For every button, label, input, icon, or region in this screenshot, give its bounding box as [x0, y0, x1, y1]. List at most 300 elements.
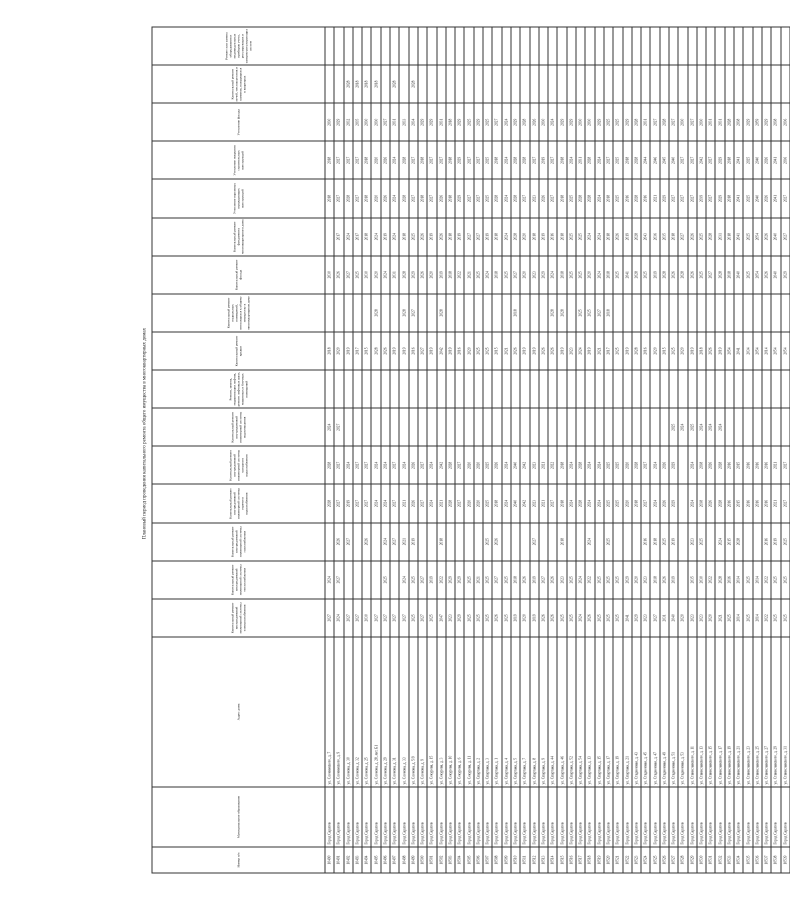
- row-number: 10528: [678, 847, 687, 873]
- table-row: [344, 27, 353, 873]
- year-cell: [474, 370, 483, 408]
- year-cell: 2018: [325, 332, 334, 370]
- year-cell: 2018: [446, 180, 455, 218]
- year-cell: 2029: [669, 485, 678, 523]
- year-cell: [623, 65, 632, 103]
- year-cell: 2023: [567, 332, 576, 370]
- year-cell: [353, 408, 362, 446]
- year-cell: [678, 27, 687, 65]
- year-cell: 2014: [753, 561, 762, 599]
- year-cell: 2024: [371, 446, 380, 484]
- year-cell: 2014: [734, 599, 743, 637]
- year-cell: 2028: [576, 446, 585, 484]
- year-cell: 2028: [409, 65, 418, 103]
- year-cell: [418, 370, 427, 408]
- year-cell: [613, 27, 622, 65]
- year-cell: [613, 523, 622, 561]
- year-cell: 2038: [734, 103, 743, 141]
- year-cell: 2018: [669, 218, 678, 256]
- year-cell: [362, 27, 371, 65]
- year-cell: [399, 65, 408, 103]
- year-cell: 2018: [623, 141, 632, 179]
- year-cell: [353, 523, 362, 561]
- year-cell: 2027: [474, 218, 483, 256]
- year-cell: [669, 294, 678, 332]
- municipality-cell: Город Саратов: [492, 787, 501, 847]
- address-cell: ул. Спартака, д. 7: [520, 637, 529, 787]
- year-cell: 2018: [725, 218, 734, 256]
- address-cell: ул. Станиславского, д. 19: [725, 637, 734, 787]
- year-cell: 2024: [715, 523, 724, 561]
- year-cell: 2040: [771, 256, 780, 294]
- table-row: [464, 27, 473, 873]
- year-cell: 2027: [706, 180, 715, 218]
- year-cell: 2031: [390, 103, 399, 141]
- year-cell: [353, 294, 362, 332]
- year-cell: 2025: [697, 218, 706, 256]
- year-cell: 2018: [511, 294, 520, 332]
- year-cell: 2027: [530, 141, 539, 179]
- year-cell: 2025: [567, 599, 576, 637]
- year-cell: 2029: [623, 103, 632, 141]
- year-cell: 2028: [399, 180, 408, 218]
- year-cell: 2026: [334, 523, 343, 561]
- year-cell: [557, 27, 566, 65]
- year-cell: 2018: [362, 218, 371, 256]
- year-cell: [743, 65, 752, 103]
- year-cell: 2035: [660, 218, 669, 256]
- year-cell: 2020: [585, 256, 594, 294]
- year-cell: 2018: [399, 218, 408, 256]
- year-cell: 2025: [557, 599, 566, 637]
- row-number: 10491: [334, 847, 343, 873]
- year-cell: 2027: [334, 485, 343, 523]
- row-number: 10502: [437, 847, 446, 873]
- row-number: 10508: [492, 847, 501, 873]
- year-cell: 2031: [390, 256, 399, 294]
- year-cell: 2019: [669, 523, 678, 561]
- year-cell: 2018: [697, 332, 706, 370]
- year-cell: 2028: [632, 446, 641, 484]
- year-cell: 2024: [715, 408, 724, 446]
- year-cell: 2024: [678, 408, 687, 446]
- year-cell: 2026: [437, 218, 446, 256]
- year-cell: 2027: [650, 103, 659, 141]
- municipality-cell: Город Саратов: [734, 787, 743, 847]
- table-row: [530, 27, 539, 873]
- year-cell: 2016: [762, 446, 771, 484]
- year-cell: 2019: [483, 218, 492, 256]
- year-cell: [734, 370, 743, 408]
- year-cell: [706, 65, 715, 103]
- year-cell: [715, 65, 724, 103]
- year-cell: 2025: [502, 256, 511, 294]
- address-cell: ул. Станиславского, д. 31: [781, 637, 790, 787]
- year-cell: 2030: [697, 561, 706, 599]
- year-cell: [502, 523, 511, 561]
- year-cell: 2016: [548, 218, 557, 256]
- row-number: 10511: [520, 847, 529, 873]
- year-cell: 2027: [474, 141, 483, 179]
- year-cell: 2018: [371, 65, 380, 103]
- year-cell: 2024: [650, 446, 659, 484]
- year-cell: 2027: [390, 485, 399, 523]
- year-cell: [585, 65, 594, 103]
- year-cell: 2040: [511, 485, 520, 523]
- year-cell: 2024: [381, 485, 390, 523]
- year-cell: 2028: [715, 446, 724, 484]
- year-cell: [688, 65, 697, 103]
- year-cell: 2025: [585, 294, 594, 332]
- row-number: 10512: [530, 847, 539, 873]
- year-cell: 2025: [483, 180, 492, 218]
- year-cell: 2025: [743, 180, 752, 218]
- address-cell: ул. Спартака, д. 44: [548, 637, 557, 787]
- address-cell: ул. Станиславского, д. 13: [697, 637, 706, 787]
- table-header-row: [152, 27, 325, 873]
- year-cell: 2028: [371, 332, 380, 370]
- year-cell: 2025: [567, 256, 576, 294]
- row-number: 10536: [753, 847, 762, 873]
- year-cell: 2024: [576, 561, 585, 599]
- year-cell: 2016: [641, 180, 650, 218]
- year-cell: [623, 294, 632, 332]
- year-cell: [595, 370, 604, 408]
- year-cell: [660, 408, 669, 446]
- year-cell: 2038: [697, 446, 706, 484]
- year-cell: 2027: [427, 141, 436, 179]
- year-cell: 2027: [334, 408, 343, 446]
- year-cell: 2019: [530, 599, 539, 637]
- year-cell: [344, 561, 353, 599]
- year-cell: 2026: [409, 485, 418, 523]
- year-cell: 2028: [511, 218, 520, 256]
- year-cell: 2020: [520, 218, 529, 256]
- year-cell: 2023: [446, 599, 455, 637]
- year-cell: 2023: [530, 180, 539, 218]
- year-cell: 2025: [483, 141, 492, 179]
- column-header: Адрес дома: [152, 637, 325, 787]
- column-header: Капитальный ремонт внутридомовой инженерной системы холодного водоснабжения: [152, 446, 325, 484]
- address-cell: ул. Спартака, д. 17: [604, 637, 613, 787]
- year-cell: 2054: [725, 332, 734, 370]
- year-cell: 2027: [353, 446, 362, 484]
- year-cell: [390, 27, 399, 65]
- table-body: [325, 27, 790, 873]
- year-cell: 2020: [464, 332, 473, 370]
- year-cell: [539, 408, 548, 446]
- year-cell: 2027: [688, 180, 697, 218]
- municipality-cell: Город Саратов: [371, 787, 380, 847]
- year-cell: 2041: [623, 599, 632, 637]
- year-cell: 2029: [623, 561, 632, 599]
- row-number: 10504: [455, 847, 464, 873]
- year-cell: 2024: [576, 332, 585, 370]
- address-cell: ул. Стадионная, д. 45: [641, 637, 650, 787]
- row-number: 10500: [418, 847, 427, 873]
- year-cell: 2028: [678, 256, 687, 294]
- year-cell: 2016: [641, 523, 650, 561]
- address-cell: ул. Спартака, д. 13: [585, 637, 594, 787]
- year-cell: 2018: [604, 180, 613, 218]
- year-cell: 2025: [771, 599, 780, 637]
- year-cell: 2024: [371, 218, 380, 256]
- row-number: 10517: [576, 847, 585, 873]
- year-cell: 2015: [734, 446, 743, 484]
- year-cell: 2025: [743, 561, 752, 599]
- year-cell: 2027: [641, 485, 650, 523]
- year-cell: 2025: [502, 599, 511, 637]
- year-cell: 2021: [464, 256, 473, 294]
- table-row: [353, 27, 362, 873]
- row-number: 10499: [409, 847, 418, 873]
- address-cell: ул. Слонова, д. 28, лит. Б1: [371, 637, 380, 787]
- year-cell: 2029: [455, 561, 464, 599]
- year-cell: [325, 523, 334, 561]
- year-cell: 2029: [511, 103, 520, 141]
- year-cell: 2016: [753, 485, 762, 523]
- year-cell: 2025: [688, 408, 697, 446]
- year-cell: 2028: [520, 141, 529, 179]
- year-cell: 2029: [557, 103, 566, 141]
- year-cell: [567, 370, 576, 408]
- year-cell: [446, 408, 455, 446]
- year-cell: 2046: [650, 141, 659, 179]
- year-cell: [650, 27, 659, 65]
- year-cell: 2026: [520, 561, 529, 599]
- year-cell: 2044: [641, 141, 650, 179]
- year-cell: 2027: [678, 218, 687, 256]
- year-cell: 2026: [437, 180, 446, 218]
- year-cell: 2031: [660, 599, 669, 637]
- year-cell: 2018: [632, 485, 641, 523]
- column-header: Ремонт или замена оборудования и индивидуальных приборов учета, регулирующих и запорно-регулирующих систем: [152, 27, 325, 65]
- column-header: Капитальный ремонт фасада: [152, 256, 325, 294]
- year-cell: [771, 408, 780, 446]
- table-row: [325, 27, 334, 873]
- document-title: Плановый период проведения капитального ремонта общего имущества в многоквартирных домах: [142, 327, 148, 540]
- year-cell: 2018: [492, 218, 501, 256]
- year-cell: 2027: [344, 599, 353, 637]
- year-cell: [725, 294, 734, 332]
- year-cell: 2028: [325, 446, 334, 484]
- year-cell: 2025: [743, 599, 752, 637]
- year-cell: 2017: [353, 332, 362, 370]
- year-cell: 2031: [576, 141, 585, 179]
- year-cell: [771, 370, 780, 408]
- year-cell: 2027: [390, 523, 399, 561]
- year-cell: 2039: [697, 180, 706, 218]
- year-cell: 2025: [743, 256, 752, 294]
- year-cell: 2027: [688, 103, 697, 141]
- year-cell: 2020: [474, 485, 483, 523]
- municipality-cell: Город Саратов: [762, 787, 771, 847]
- year-cell: 2030: [539, 103, 548, 141]
- year-cell: 2027: [418, 485, 427, 523]
- year-cell: 2015: [734, 485, 743, 523]
- row-number: 10530: [697, 847, 706, 873]
- year-cell: 2025: [464, 561, 473, 599]
- year-cell: 2018: [362, 141, 371, 179]
- year-cell: 2018: [557, 141, 566, 179]
- year-cell: 2025: [464, 103, 473, 141]
- year-cell: 2028: [632, 103, 641, 141]
- year-cell: 2024: [334, 599, 343, 637]
- year-cell: [557, 370, 566, 408]
- year-cell: 2029: [334, 103, 343, 141]
- year-cell: 2025: [409, 599, 418, 637]
- year-cell: 2016: [753, 446, 762, 484]
- year-cell: 2019: [455, 218, 464, 256]
- row-number: 10531: [706, 847, 715, 873]
- year-cell: 2027: [539, 561, 548, 599]
- year-cell: 2017: [604, 332, 613, 370]
- year-cell: 2036: [781, 103, 790, 141]
- year-cell: [743, 370, 752, 408]
- year-cell: 2021: [650, 180, 659, 218]
- table-row: [715, 27, 724, 873]
- year-cell: [334, 294, 343, 332]
- year-cell: [539, 523, 548, 561]
- year-cell: [520, 65, 529, 103]
- year-cell: 2018: [492, 256, 501, 294]
- year-cell: 2041: [734, 218, 743, 256]
- year-cell: 2019: [511, 599, 520, 637]
- year-cell: 2024: [706, 408, 715, 446]
- address-cell: ул. Спартака, д. 19: [613, 637, 622, 787]
- year-cell: 2028: [399, 256, 408, 294]
- year-cell: 2024: [502, 180, 511, 218]
- row-number: 10533: [725, 847, 734, 873]
- year-cell: 2016: [762, 523, 771, 561]
- row-number: 10496: [381, 847, 390, 873]
- year-cell: 2022: [706, 561, 715, 599]
- column-header: Капитальный ремонт внутридомовой инженерной системы теплоснабжения: [152, 561, 325, 599]
- year-cell: 2029: [743, 103, 752, 141]
- row-number: 10503: [446, 847, 455, 873]
- row-number: 10494: [362, 847, 371, 873]
- year-cell: 2016: [409, 332, 418, 370]
- municipality-cell: Город Саратов: [418, 787, 427, 847]
- row-number: 10507: [483, 847, 492, 873]
- year-cell: 2023: [557, 561, 566, 599]
- year-cell: 2026: [762, 256, 771, 294]
- year-cell: 2017: [334, 218, 343, 256]
- year-cell: 2018: [557, 446, 566, 484]
- year-cell: 2024: [595, 218, 604, 256]
- schedule-table: [152, 27, 790, 874]
- row-number: 10534: [734, 847, 743, 873]
- year-cell: 2014: [734, 561, 743, 599]
- year-cell: [743, 294, 752, 332]
- year-cell: [613, 408, 622, 446]
- year-cell: 2024: [585, 218, 594, 256]
- address-cell: ул. Сокурова, д. 11: [464, 637, 473, 787]
- row-number: 10525: [650, 847, 659, 873]
- year-cell: 2025: [483, 332, 492, 370]
- year-cell: 2059: [753, 103, 762, 141]
- year-cell: 2019: [771, 523, 780, 561]
- table-row: [492, 27, 501, 873]
- address-cell: ул. Спартака, д. 4: [502, 637, 511, 787]
- year-cell: 2025: [576, 294, 585, 332]
- year-cell: [743, 523, 752, 561]
- year-cell: 2027: [390, 599, 399, 637]
- year-cell: 2027: [427, 180, 436, 218]
- address-cell: ул. Спартака, д. 9: [539, 637, 548, 787]
- year-cell: 2024: [325, 561, 334, 599]
- year-cell: 2028: [371, 294, 380, 332]
- municipality-cell: Город Саратов: [743, 787, 752, 847]
- year-cell: 2022: [455, 256, 464, 294]
- table-row: [409, 27, 418, 873]
- year-cell: [557, 65, 566, 103]
- year-cell: [725, 65, 734, 103]
- year-cell: 2029: [632, 599, 641, 637]
- year-cell: 2019: [530, 332, 539, 370]
- year-cell: [427, 27, 436, 65]
- year-cell: 2019: [530, 561, 539, 599]
- year-cell: 2027: [381, 599, 390, 637]
- year-cell: 2029: [455, 180, 464, 218]
- year-cell: [604, 408, 613, 446]
- year-cell: 2025: [613, 446, 622, 484]
- year-cell: 2026: [539, 180, 548, 218]
- year-cell: [660, 27, 669, 65]
- municipality-cell: Город Саратов: [399, 787, 408, 847]
- year-cell: 2027: [353, 141, 362, 179]
- year-cell: [390, 561, 399, 599]
- year-cell: 2026: [762, 141, 771, 179]
- year-cell: 2025: [669, 332, 678, 370]
- year-cell: [492, 65, 501, 103]
- municipality-cell: Город Саратов: [437, 787, 446, 847]
- year-cell: [604, 370, 613, 408]
- year-cell: 2023: [688, 523, 697, 561]
- year-cell: [781, 65, 790, 103]
- municipality-cell: Город Саратов: [623, 787, 632, 847]
- year-cell: [753, 65, 762, 103]
- municipality-cell: Город Саратов: [595, 787, 604, 847]
- year-cell: 2029: [660, 180, 669, 218]
- row-number: 10505: [464, 847, 473, 873]
- year-cell: 2027: [548, 180, 557, 218]
- year-cell: [474, 65, 483, 103]
- year-cell: 2019: [427, 561, 436, 599]
- year-cell: [446, 65, 455, 103]
- municipality-cell: Город Саратов: [715, 787, 724, 847]
- year-cell: 2027: [455, 485, 464, 523]
- table-row: [613, 27, 622, 873]
- year-cell: 2054: [753, 256, 762, 294]
- year-cell: 2018: [446, 141, 455, 179]
- municipality-cell: Город Саратов: [567, 787, 576, 847]
- address-cell: ул. Сокурова, д. 10: [446, 637, 455, 787]
- year-cell: 2017: [353, 218, 362, 256]
- column-header: Капитальный ремонт печей, теплоагрегатов и каминов, находящихся в квартирах: [152, 65, 325, 103]
- municipality-cell: Город Саратов: [502, 787, 511, 847]
- table-row: [781, 27, 790, 873]
- year-cell: 2016: [725, 561, 734, 599]
- year-cell: 2022: [762, 561, 771, 599]
- year-cell: [660, 294, 669, 332]
- year-cell: [371, 27, 380, 65]
- year-cell: 2015: [362, 332, 371, 370]
- year-cell: 2027: [418, 599, 427, 637]
- row-number: 10521: [613, 847, 622, 873]
- address-cell: ул. Стадионная, д. 47: [650, 637, 659, 787]
- year-cell: [576, 523, 585, 561]
